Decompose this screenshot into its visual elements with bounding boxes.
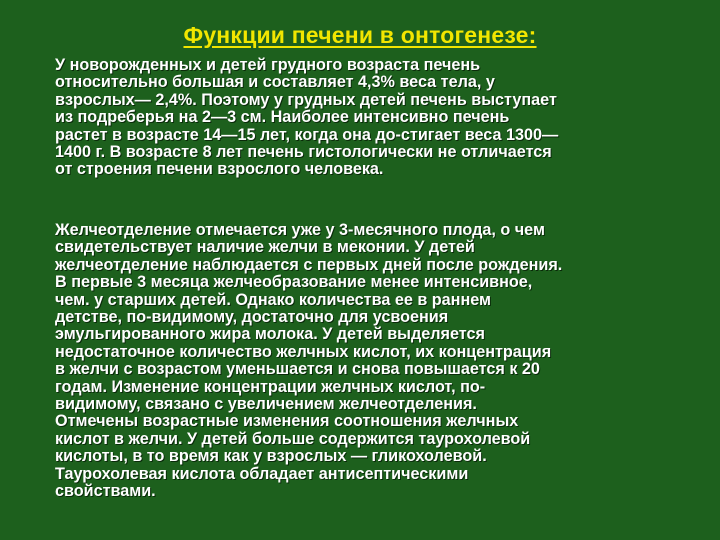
text-line: от строения печени взрослого человека. — [55, 160, 384, 179]
text-line: видимому, связано с увеличением желчеотделения. — [55, 395, 477, 414]
text-line: Отмечены возрастные изменения соотношения желчных — [55, 412, 519, 431]
paragraph-bile-secretion — [55, 222, 717, 501]
text-line: свойствами. — [55, 482, 156, 501]
text-line: детстве, по-видимому, достаточно для усвоения — [55, 308, 449, 327]
text-line: эмульгированного жира молока. У детей выделяется — [55, 325, 485, 344]
text-line: кислоты, в то время как у взрослых — гликохолевой. — [55, 447, 487, 466]
text-line: из подреберья на 2—3 см. Наиболее интенсивно печень — [55, 108, 510, 127]
text-line: Таурохолевая кислота обладает антисептическими — [55, 464, 469, 483]
text-line: желчеотделение наблюдается с первых дней после рождения. — [55, 255, 563, 274]
slide-title: Функции печени в онтогенезе: — [183, 22, 537, 48]
text-line: взрослых— 2,4%. Поэтому у грудных детей печень выступает — [55, 90, 557, 109]
text-line: У новорожденных и детей грудного возраста печень — [55, 56, 481, 74]
text-line: Желчеотделение отмечается уже у 3-месячного плода, о чем — [55, 221, 545, 239]
text-line: свидетельствует наличие желчи в меконии. У детей — [55, 238, 475, 257]
text-line: годам. Изменение концентрации желчных кислот, по- — [55, 377, 486, 396]
text-line: кислот в желчи. У детей больше содержится таурохолевой — [55, 429, 531, 448]
paragraph-liver-size — [55, 57, 717, 179]
text-line: в желчи с возрастом уменьшается и снова повышается к 20 — [55, 360, 540, 379]
text-line: недостаточное количество желчных кислот, их концентрация — [55, 342, 552, 361]
text-line: В первые 3 месяца желчеобразование менее интенсивное, — [55, 273, 533, 292]
text-line: чем. у старших детей. Однако количества ее в раннем — [55, 290, 492, 309]
text-line: 1400 г. В возрасте 8 лет печень гистологически не отличается — [55, 143, 552, 162]
text-line: относительно большая и составляет 4,3% веса тела, у — [55, 73, 495, 92]
text-line: растет в возрасте 14—15 лет, когда она до-стигает веса 1300— — [55, 125, 559, 144]
